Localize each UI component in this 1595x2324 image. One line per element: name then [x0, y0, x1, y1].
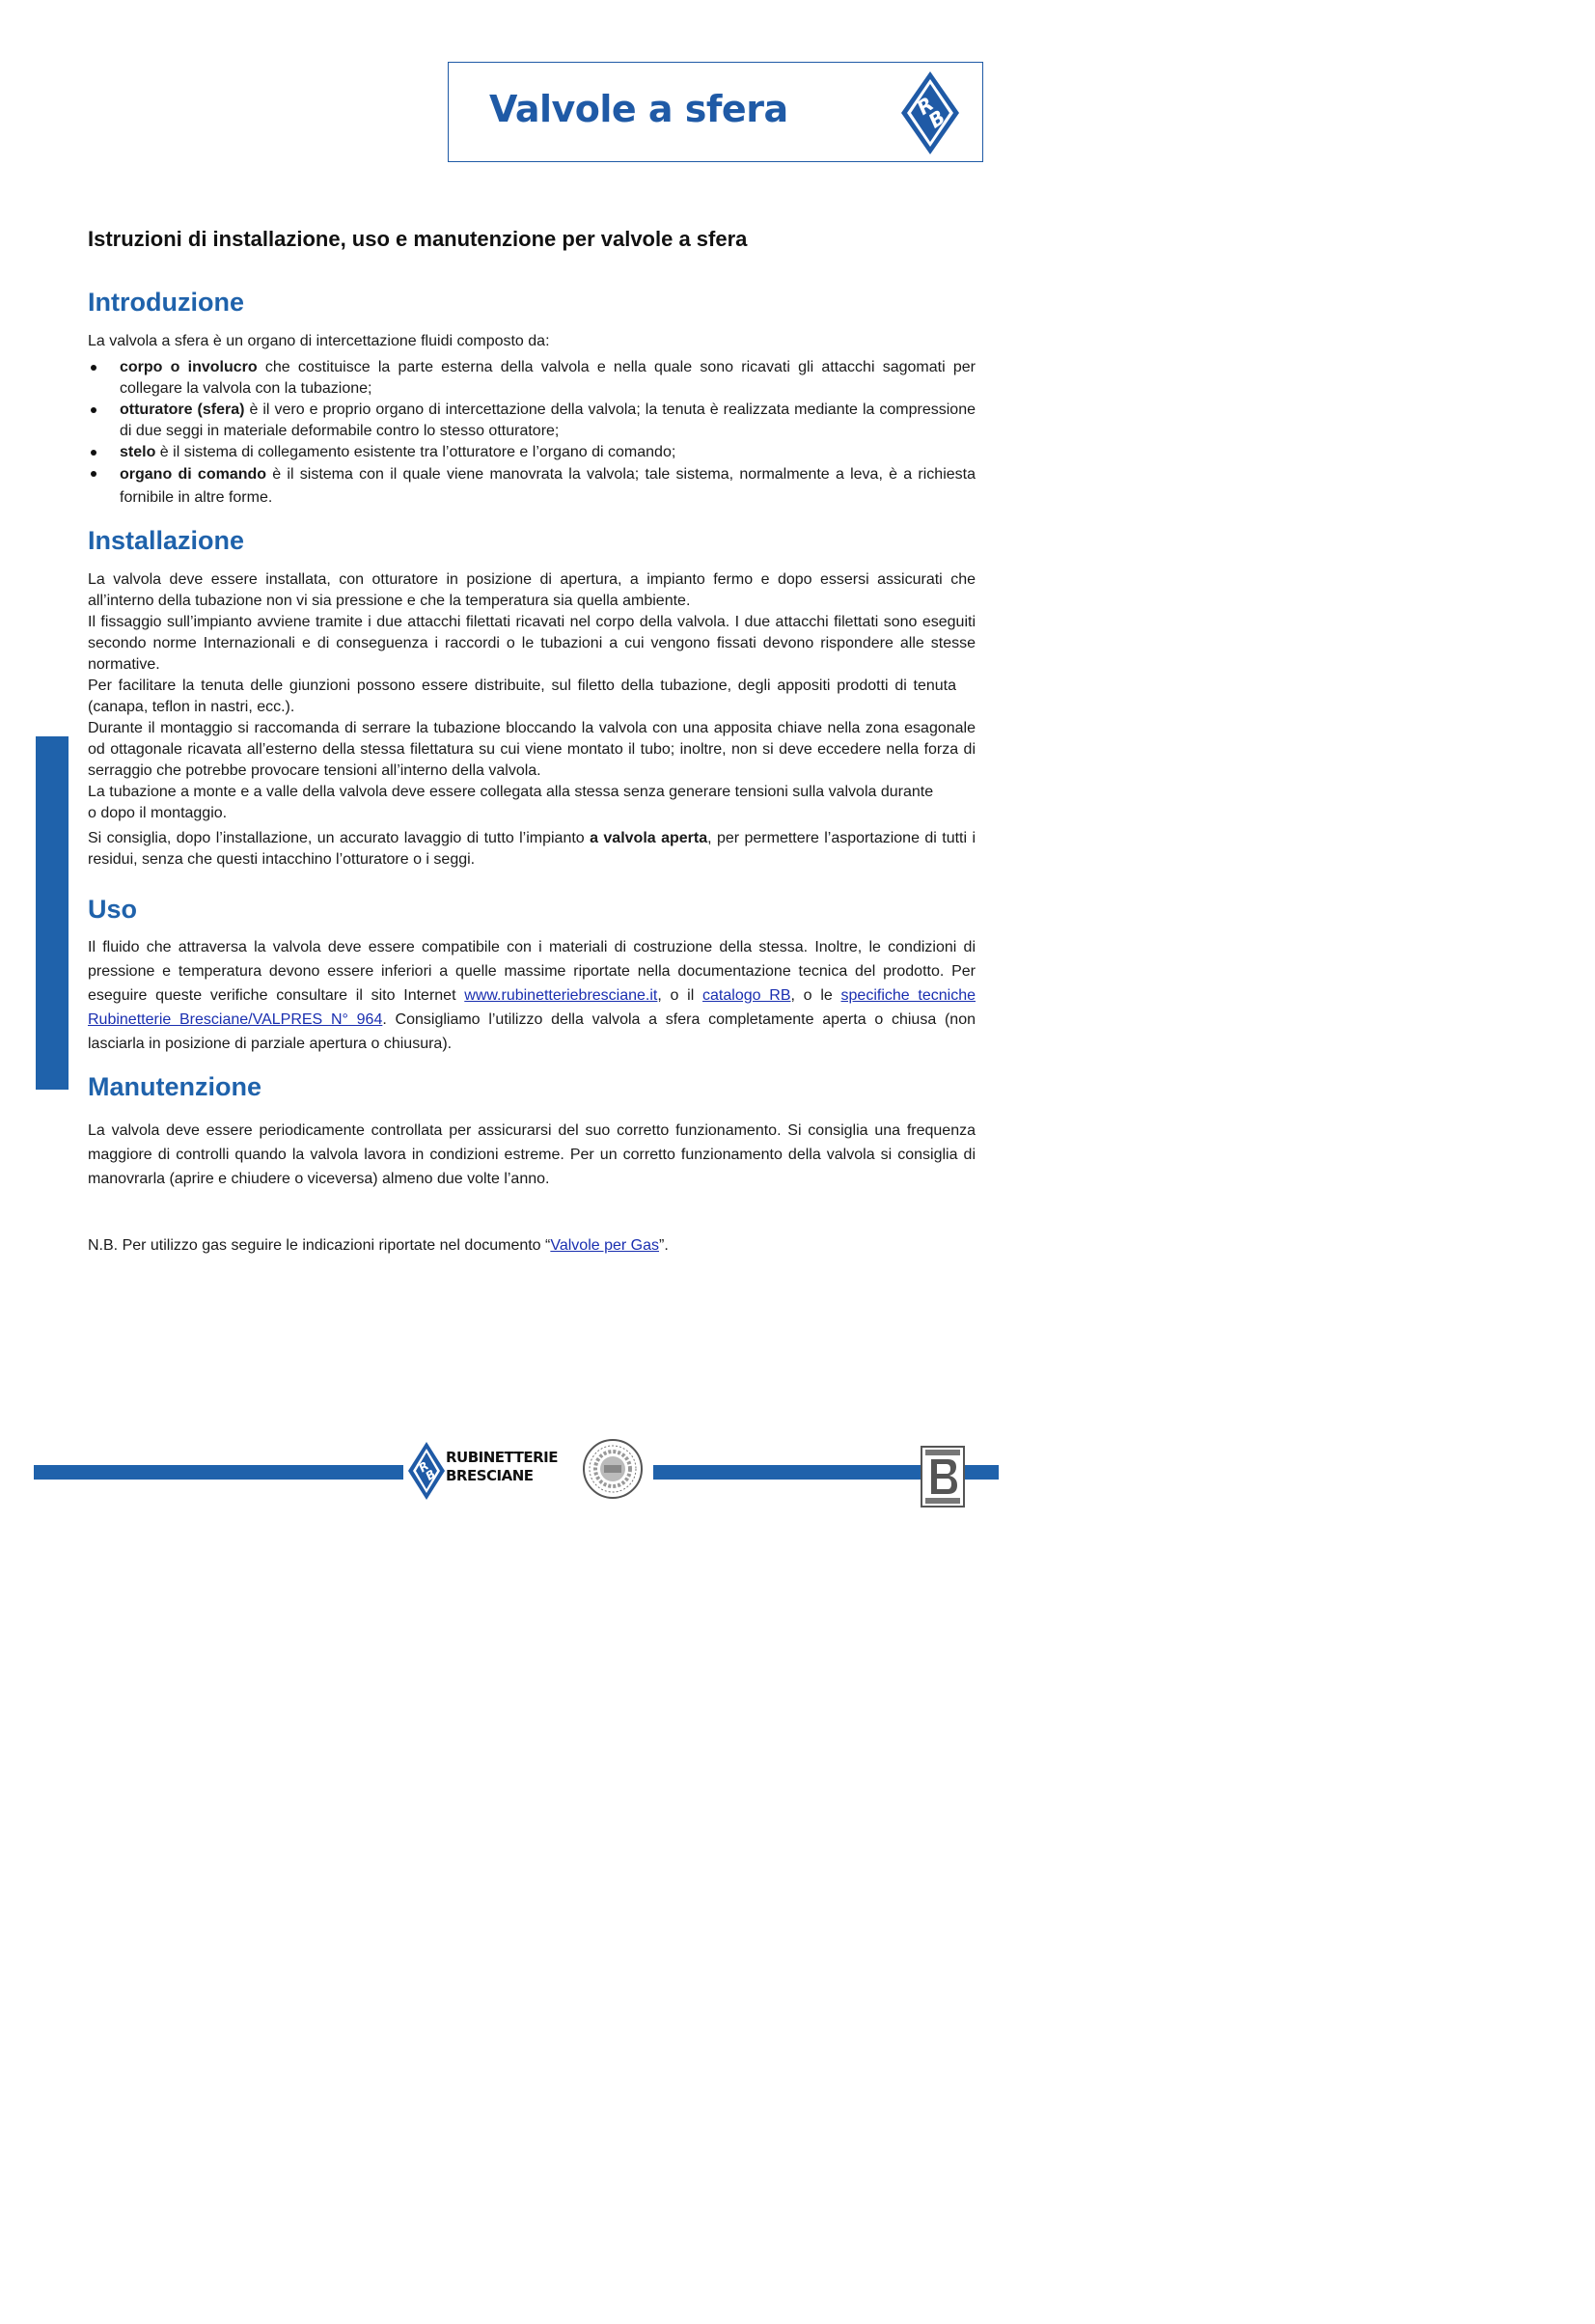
item-term: corpo o involucro [120, 359, 258, 375]
list-item [88, 400, 976, 442]
bullet-icon [91, 365, 96, 371]
heading-manutenzione: Manutenzione [88, 1072, 261, 1101]
text-span: ”. [659, 1237, 669, 1254]
text-span: , o le [790, 987, 841, 1004]
item-text: che costituisce la parte esterna della valvola e nella quale sono ricavati gli attacchi sagomati per collegare la valvola con la tubazione; [120, 359, 976, 397]
footer-line-left [34, 1465, 403, 1480]
rb-diamond-logo-icon [898, 69, 962, 157]
gas-valves-link[interactable]: Valvole per Gas [550, 1237, 660, 1254]
text-span: N.B. Per utilizzo gas seguire le indicazioni riportate nel documento “ [88, 1237, 551, 1254]
bullet-icon [91, 450, 96, 456]
installazione-paragraph: La tubazione a monte e a valle della valvola deve essere collegata alla stessa senza generare tensioni sulla valvola durante o dopo il montaggio. [88, 784, 934, 821]
item-text: è il vero e proprio organo di intercettazione della valvola; la tenuta è realizzata mediante la compressione di due seggi in materiale deformabile contro lo stesso otturatore; [120, 401, 976, 439]
svg-text:B: B [923, 105, 949, 133]
item-text: è il sistema con il quale viene manovrata la valvola; tale sistema, normalmente a leva, è a richiesta fornibile in altre forme. [120, 466, 976, 506]
component-list [88, 357, 976, 510]
header-box [448, 62, 983, 162]
side-accent-bar [36, 736, 69, 1090]
introduzione-body [88, 331, 976, 510]
uso-paragraph [88, 935, 976, 1056]
spec-link[interactable]: specifiche tecniche Rubinetterie Bresciane/VALPRES N° 964 [88, 987, 976, 1028]
logo-line: BRESCIANE [446, 1467, 534, 1484]
installazione-paragraph: La valvola deve essere installata, con otturatore in posizione di apertura, a impianto fermo e dopo essersi assicurati che all’interno della tubazione non vi sia pressione e che la temperatura sia quella ambiente. [88, 571, 976, 609]
item-term: otturatore (sfera) [120, 401, 245, 418]
svg-text:R: R [416, 1458, 431, 1476]
installazione-body [88, 569, 976, 871]
uso-body [88, 935, 976, 1056]
heading-introduzione: Introduzione [88, 288, 244, 317]
bullet-icon [91, 407, 96, 413]
installazione-paragraph: Il fissaggio sull’impianto avviene tramite i due attacchi filettati ricavati nel corpo della valvola. I due attacchi filettati sono eseguiti secondo norme Internazionali e di conseguenza i raccordi o le tubazioni a cui vengono fissati devono rispondere alle stesse normative. [88, 614, 976, 673]
footer-logo-text [446, 1449, 558, 1485]
text-span: Si consiglia, dopo l’installazione, un accurato lavaggio di tutto l’impianto [88, 830, 591, 846]
catalog-link[interactable]: catalogo RB [702, 987, 791, 1004]
item-text: è il sistema di collegamento esistente tra l’otturatore e l’organo di comando; [155, 444, 676, 460]
installazione-paragraph: Durante il montaggio si raccomanda di serrare la tubazione bloccando la valvola con una apposita chiave nella zona esagonale od ottagonale ricavata all’esterno della stessa filettatura su cui viene montato il tubo; inoltre, non si deve eccedere nella forza di serraggio che potrebbe provocare tensioni all’interno della valvola. [88, 720, 976, 779]
svg-text:B: B [423, 1466, 439, 1483]
heading-uso: Uso [88, 895, 138, 924]
bonomi-group-logo-icon [921, 1446, 965, 1508]
document-title: Istruzioni di installazione, uso e manutenzione per valvole a sfera [88, 227, 748, 251]
rb-diamond-logo-icon [407, 1441, 446, 1501]
list-item [88, 442, 976, 463]
text-span: Il fluido che attraversa la valvola deve essere compatibile con i materiali di costruzione della stessa. Inoltre, le condizioni di pressione e temperatura devono essere inferiori a quelle massime riportate nella documentazione tecnica del prodotto. Per eseguire queste verifiche consultare il sito Internet [88, 939, 976, 1004]
bullet-icon [91, 471, 96, 477]
manutenzione-paragraph: La valvola deve essere periodicamente controllata per assicurarsi del suo corretto funzionamento. Si consiglia una frequenza maggiore di controlli quando la valvola lavora in condizioni estreme. Per un corretto funzionamento della valvola si consiglia di manovrarla (aprire e chiudere o viceversa) almeno due volte l’anno. [88, 1122, 976, 1187]
text-span: , o il [657, 987, 703, 1004]
installazione-paragraph: Per facilitare la tenuta delle giunzioni possono essere distribuite, sul filetto della tubazione, degli appositi prodotti di tenuta (canapa, teflon in nastri, ecc.). [88, 678, 956, 715]
introduzione-lead: La valvola a sfera è un organo di intercettazione fluidi composto da: [88, 333, 550, 349]
website-link[interactable]: www.rubinetteriebresciane.it [464, 987, 658, 1004]
text-span: . Consigliamo l’utilizzo della valvola a sfera completamente aperta o chiusa (non lasciarla in posizione di parziale apertura o chiusura). [88, 1011, 976, 1052]
installazione-paragraph-rinse [88, 828, 976, 871]
item-term: organo di comando [120, 466, 267, 483]
text-bold: a valvola aperta [590, 830, 708, 846]
item-term: stelo [120, 444, 156, 460]
text-span: , per permettere l’asportazione di tutti i residui, senza che questi intacchino l’otturatore o i seggi. [88, 830, 976, 868]
logo-line: RUBINETTERIE [446, 1449, 558, 1466]
footer-brand-logo [407, 1441, 581, 1501]
gas-note [88, 1235, 976, 1257]
note-paragraph [88, 1235, 976, 1257]
header-title: Valvole a sfera [489, 88, 788, 130]
list-item [88, 357, 976, 400]
manutenzione-body [88, 1119, 976, 1191]
heading-installazione: Installazione [88, 526, 245, 555]
iso-certification-seal-icon [582, 1438, 644, 1500]
list-item [88, 463, 976, 510]
svg-text:R: R [912, 92, 939, 120]
